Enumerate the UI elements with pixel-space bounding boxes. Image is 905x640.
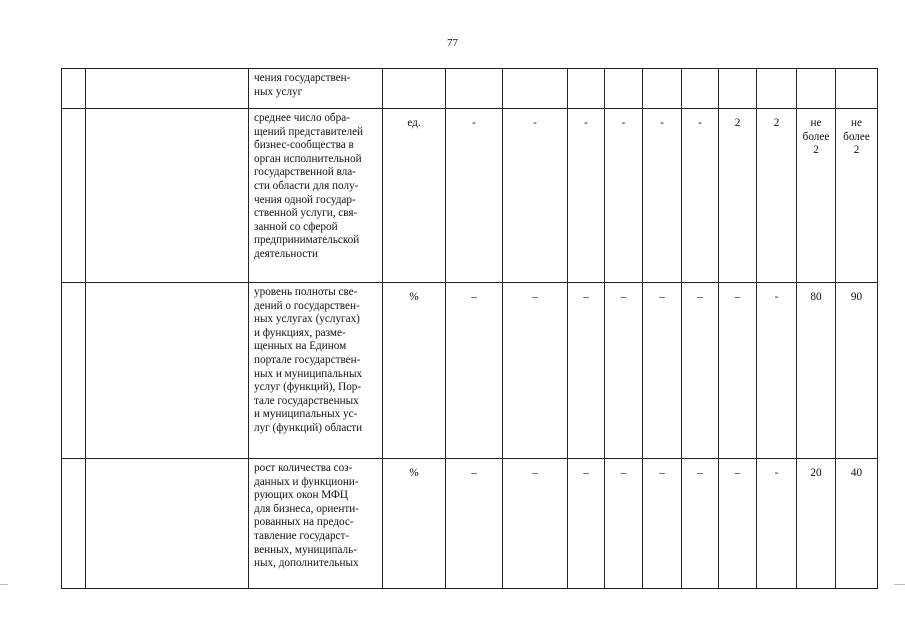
indicator-name-line: рост количества соз- [254,462,353,474]
value-cell: - [757,459,797,589]
value-line: не [851,117,862,129]
right-edge-mark [894,584,905,585]
value-cell [568,69,605,109]
indicator-name-line: государственной вла- [254,166,356,179]
indicator-name-line: рующих окон МФЦ [254,489,348,502]
value-cell: 90 [836,283,878,459]
indicator-name-line: венных, муниципаль- [254,543,357,556]
indicator-name-line: и функциях, разме- [254,326,346,339]
indicator-name-line: ственной услуги, свя- [254,207,358,220]
left-edge-mark [0,584,8,585]
indicator-name-line: и муниципальных ус- [254,408,358,421]
indicator-name-line: ных услугах (услугах) [254,313,360,326]
indicator-name-cell [249,69,383,109]
indicator-name-line: уровень полноты све- [254,286,358,298]
indicator-name-line: тале государственных [254,394,359,407]
value-cell: – [719,283,757,459]
indicator-name-line: бизнес-сообщества в [254,139,354,152]
indicator-name-line: щений представителей [254,125,364,138]
value-cell [682,69,719,109]
value-cell: – [568,459,605,589]
value-cell: 20 [797,459,836,589]
value-line: 2 [813,144,819,157]
indicator-name-line: чения государствен- [254,72,351,84]
value-cell: – [643,459,682,589]
value-cell: - [446,109,503,283]
value-cell: – [682,459,719,589]
value-cell [797,109,836,283]
value-cell: – [568,283,605,459]
unit-cell: % [383,459,446,589]
indicator-name-line: чения одной государ- [254,193,356,206]
value-cell [605,69,643,109]
unit-cell: % [383,283,446,459]
indicator-name-line: для бизнеса, ориенти- [254,502,359,515]
indicator-name-line: предпринимательской [254,234,360,247]
indicator-name-line: тавление государст- [254,529,350,542]
row-number-cell [62,69,86,109]
value-line: не [810,117,822,129]
value-cell: 40 [836,459,878,589]
value-cell: - [682,109,719,283]
program-cell [86,283,249,459]
indicator-name-line: ных услуг [254,85,303,98]
indicator-name-line: данных и функциони- [254,475,359,488]
value-cell [446,69,503,109]
value-cell: – [719,459,757,589]
value-cell [503,69,568,109]
value-cell: – [605,283,643,459]
value-cell: – [503,459,568,589]
indicator-name-line: услуг (функций), Пор- [254,381,362,394]
page-number: 77 [447,37,458,49]
value-cell: – [503,283,568,459]
value-line: 2 [853,144,860,157]
value-cell: – [682,283,719,459]
table-row [62,69,878,109]
row-number-cell [62,109,86,283]
table-row [62,459,878,589]
value-cell: – [605,459,643,589]
row-number-cell [62,459,86,589]
unit-cell [383,69,446,109]
value-cell: - [568,109,605,283]
indicator-name-line: среднее число обра- [254,112,350,124]
table-row [62,283,878,459]
value-cell [797,69,836,109]
value-cell: – [643,283,682,459]
value-cell: – [446,283,503,459]
value-cell: - [503,109,568,283]
indicator-table [61,68,878,589]
value-cell [643,69,682,109]
value-line: более [802,130,830,143]
indicator-name-line: орган исполнительной [254,152,362,165]
indicator-name-line: портале государствен- [254,353,361,366]
value-cell [719,69,757,109]
unit-cell: ед. [383,109,446,283]
program-cell [86,459,249,589]
value-cell: - [757,283,797,459]
value-cell: – [446,459,503,589]
value-cell [836,109,878,283]
indicator-name-line: ных, дополнительных [254,557,359,570]
value-line: более [843,130,870,143]
value-cell: 2 [719,109,757,283]
indicator-name-line: луг (функций) области [254,421,363,434]
program-cell [86,69,249,109]
row-number-cell [62,283,86,459]
value-cell: - [643,109,682,283]
indicator-name-line: щенных на Едином [254,340,347,353]
value-cell [757,69,797,109]
indicator-name-cell [249,109,383,283]
table-row [62,109,878,283]
indicator-name-line: занной со сферой [254,220,338,233]
value-cell: 2 [757,109,797,283]
program-cell [86,109,249,283]
indicator-name-line: дений о государствен- [254,299,360,312]
indicator-name-line: рованных на предос- [254,516,354,529]
indicator-name-cell [249,459,383,589]
indicator-name-line: ных и муниципальных [254,367,363,380]
value-cell: 80 [797,283,836,459]
value-cell: - [605,109,643,283]
value-cell [836,69,878,109]
indicator-name-cell [249,283,383,459]
indicator-name-line: сти области для полу- [254,179,359,192]
indicator-name-line: деятельности [254,247,319,260]
